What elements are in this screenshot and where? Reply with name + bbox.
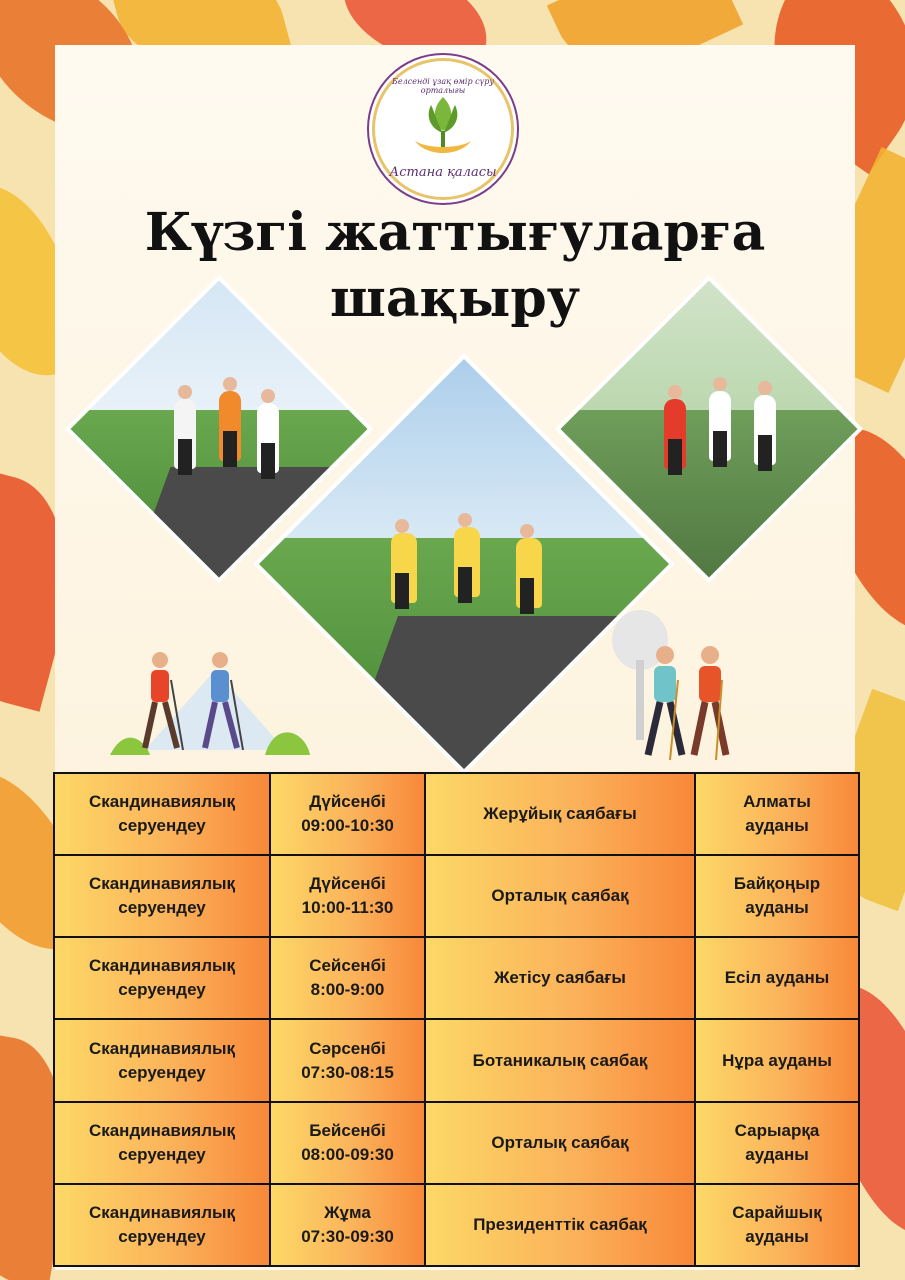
nordic-walkers-illustration-right (610, 600, 760, 770)
table-row (54, 1019, 859, 1101)
day-time-cell: Сейсенбі 8:00-9:00 (270, 937, 425, 1019)
day-time-cell: Дүйсенбі 10:00-11:30 (270, 855, 425, 937)
table-row (54, 773, 859, 855)
district-cell: Сарыарқа ауданы (695, 1102, 859, 1184)
place-cell: Ботаникалық саябақ (425, 1019, 695, 1101)
place-cell: Жерұйық саябағы (425, 773, 695, 855)
table-row (54, 937, 859, 1019)
title-line-2: шақыру (329, 268, 581, 329)
organization-logo (372, 58, 514, 200)
day-time-cell: Бейсенбі 08:00-09:30 (270, 1102, 425, 1184)
table-row (54, 1102, 859, 1184)
place-cell: Орталық саябақ (425, 855, 695, 937)
logo-city-text: Астана қаласы (389, 165, 497, 180)
district-cell: Нұра ауданы (695, 1019, 859, 1101)
activity-cell: Скандинавиялық серуендеу (54, 1184, 270, 1266)
day-time-cell: Дүйсенбі 09:00-10:30 (270, 773, 425, 855)
district-cell: Сарайшық ауданы (695, 1184, 859, 1266)
place-cell: Жетісу саябағы (425, 937, 695, 1019)
activity-cell: Скандинавиялық серуендеу (54, 1102, 270, 1184)
day-time-cell: Сәрсенбі 07:30-08:15 (270, 1019, 425, 1101)
place-cell: Орталық саябақ (425, 1102, 695, 1184)
district-cell: Есіл ауданы (695, 937, 859, 1019)
activity-cell: Скандинавиялық серуендеу (54, 855, 270, 937)
logo-ring-text: Белсенді ұзақ өмір сүру орталығы (392, 77, 494, 95)
nordic-walkers-illustration-left (105, 630, 315, 765)
district-cell: Байқоңыр ауданы (695, 855, 859, 937)
activity-cell: Скандинавиялық серуендеу (54, 773, 270, 855)
title-line-1: Күзгі жаттығуларға (144, 202, 766, 263)
activity-cell: Скандинавиялық серуендеу (54, 937, 270, 1019)
table-row (54, 1184, 859, 1266)
day-time-cell: Жұма 07:30-09:30 (270, 1184, 425, 1266)
activity-cell: Скандинавиялық серуендеу (54, 1019, 270, 1101)
district-cell: Алматы ауданы (695, 773, 859, 855)
table-row (54, 855, 859, 937)
schedule-table (53, 772, 860, 1267)
place-cell: Президенттік саябақ (425, 1184, 695, 1266)
